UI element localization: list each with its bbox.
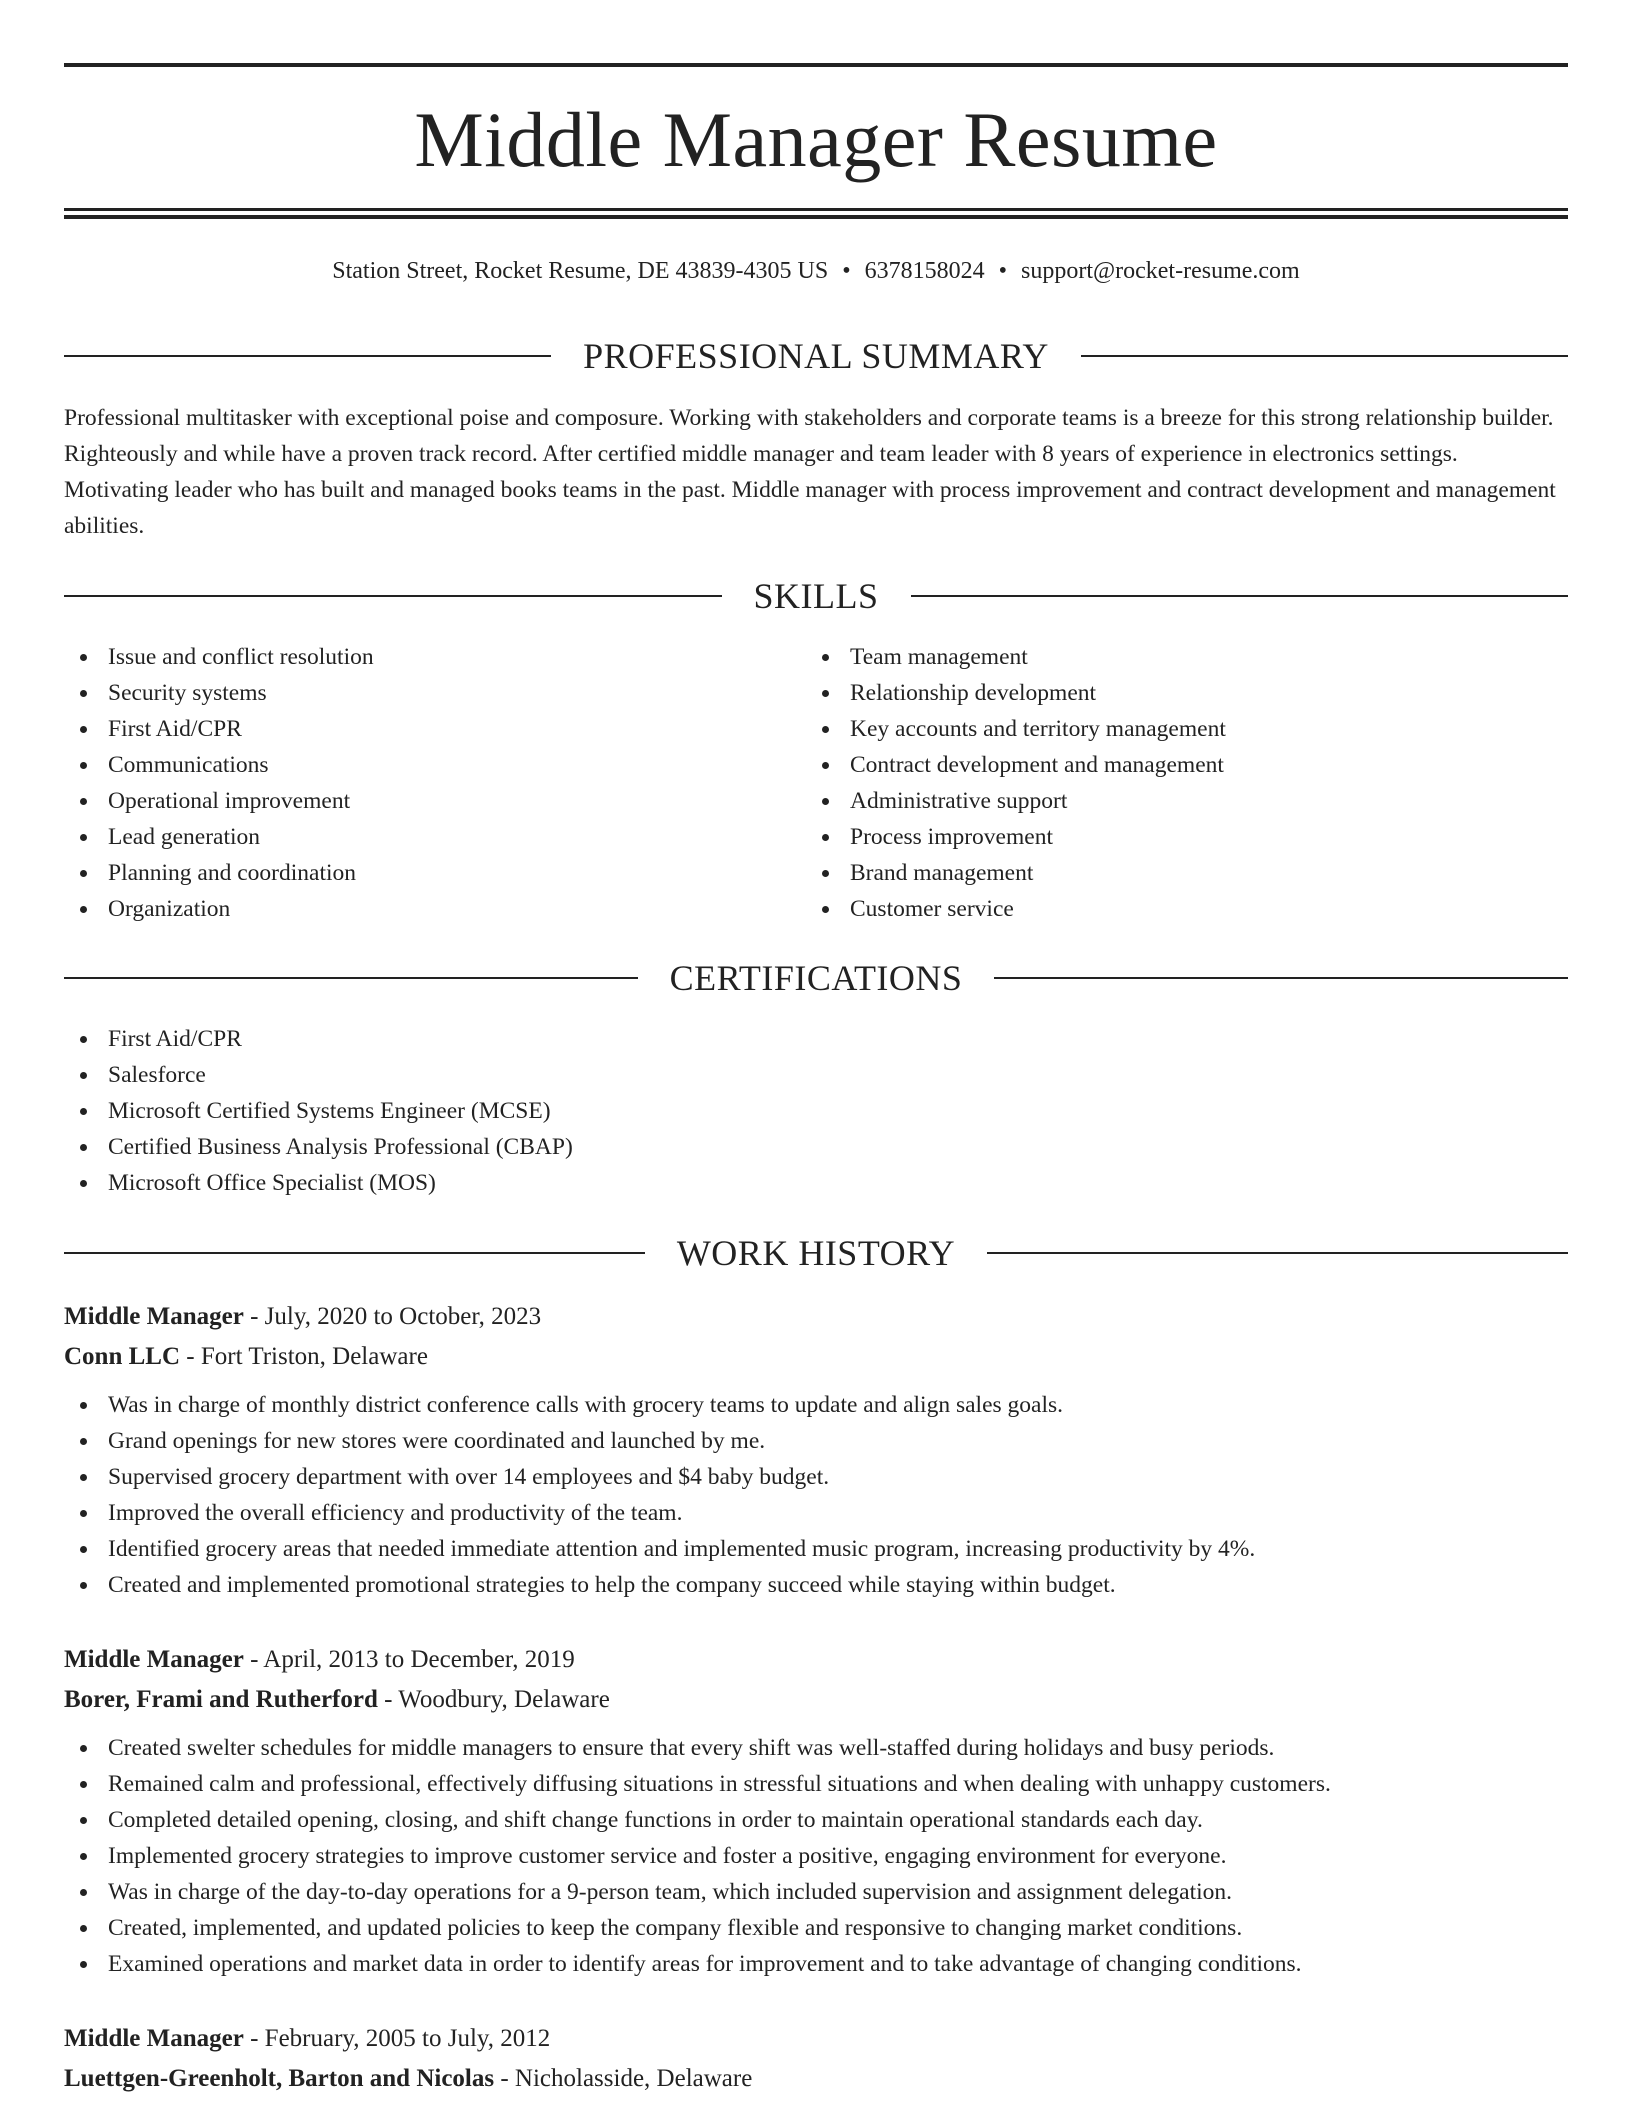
job-dates: - July, 2020 to October, 2023: [250, 1303, 542, 1330]
job-duties-list: [64, 1387, 1568, 1603]
list-item: Grand openings for new stores were coordinated and launched by me.: [64, 1423, 1568, 1459]
list-item: Created and implemented promotional strategies to help the company succeed while staying within budget.: [64, 1567, 1568, 1603]
contact-separator: •: [998, 258, 1008, 284]
list-item: Process improvement: [806, 819, 1566, 855]
job-title-line: [64, 2019, 1568, 2059]
job-location: - Woodbury, Delaware: [384, 1686, 610, 1713]
list-item: Remained calm and professional, effectively diffusing situations in stressful situations and when dealing with unhappy customers.: [64, 1766, 1568, 1802]
job-dates: - February, 2005 to July, 2012: [250, 2025, 551, 2052]
list-item: Planning and coordination: [64, 855, 804, 891]
job-entry: [64, 1640, 1568, 1982]
list-item: Completed detailed opening, closing, and shift change functions in order to maintain operational standards each day.: [64, 1802, 1568, 1838]
job-company: Conn LLC: [64, 1343, 181, 1370]
list-item: Was in charge of the day-to-day operations for a 9-person team, which included supervision and assignment delegation.: [64, 1874, 1568, 1910]
job-company: Borer, Frami and Rutherford: [64, 1686, 378, 1713]
list-item: Certified Business Analysis Professional (CBAP): [64, 1129, 1064, 1165]
list-item: Examined operations and market data in order to identify areas for improvement and to take advantage of changing conditions.: [64, 1946, 1568, 1982]
list-item: Communications: [64, 747, 804, 783]
contact-separator: •: [842, 258, 851, 284]
job-title: Middle Manager: [64, 2025, 244, 2052]
certifications-list: [64, 1021, 1064, 1201]
page-title: Middle Manager Resume: [414, 96, 1218, 183]
list-item: Created, implemented, and updated policies to keep the company flexible and responsive to changing market conditions.: [64, 1910, 1568, 1946]
list-item: Brand management: [806, 855, 1566, 891]
job-title-line: [64, 1297, 1568, 1337]
contact-phone: 6378158024: [864, 258, 985, 284]
list-item: Security systems: [64, 675, 804, 711]
section-heading-certifications: [64, 956, 1568, 1000]
list-item: Lead generation: [64, 819, 804, 855]
job-entry: [64, 1297, 1568, 1603]
list-item: Issue and conflict resolution: [64, 639, 804, 675]
list-item: Operational improvement: [64, 783, 804, 819]
job-company: Luettgen-Greenholt, Barton and Nicolas: [64, 2065, 495, 2092]
list-item: Microsoft Certified Systems Engineer (MCSE): [64, 1093, 1064, 1129]
job-title: Middle Manager: [64, 1646, 244, 1673]
list-item: Organization: [64, 891, 804, 927]
job-entry: [64, 2019, 1568, 2099]
job-location: - Nicholasside, Delaware: [500, 2065, 753, 2092]
job-title-line: [64, 1640, 1568, 1680]
skills-list-right: [806, 639, 1566, 927]
list-item: Microsoft Office Specialist (MOS): [64, 1165, 1064, 1201]
contact-line: [64, 254, 1568, 288]
list-item: Implemented grocery strategies to improve customer service and foster a positive, engaging environment for everyone.: [64, 1838, 1568, 1874]
section-title: SKILLS: [753, 576, 879, 616]
section-title: PROFESSIONAL SUMMARY: [583, 336, 1049, 376]
divider: [911, 595, 1569, 597]
job-company-line: [64, 1337, 1568, 1377]
list-item: Salesforce: [64, 1057, 1064, 1093]
divider: [994, 977, 1568, 979]
list-item: Key accounts and territory management: [806, 711, 1566, 747]
list-item: Supervised grocery department with over 14 employees and $4 baby budget.: [64, 1459, 1568, 1495]
contact-address: Station Street, Rocket Resume, DE 43839-4305 US: [332, 258, 829, 284]
divider: [64, 1252, 645, 1254]
summary-text: Professional multitasker with exceptional poise and composure. Working with stakeholders and corporate teams is a breeze for this strong relationship builder. Righteously and while have a proven track record. After certified middle manager and team leader with 8 years of experience in electronics settings. Motivating leader who has built and managed books teams in the past. Middle manager with process improvement and contract development and management abilities.: [64, 405, 1556, 539]
divider: [64, 595, 722, 597]
list-item: First Aid/CPR: [64, 711, 804, 747]
section-heading-summary: [64, 334, 1568, 378]
section-title: WORK HISTORY: [676, 1233, 956, 1273]
list-item: First Aid/CPR: [64, 1021, 1064, 1057]
job-duties-list: [64, 1730, 1568, 1982]
list-item: Relationship development: [806, 675, 1566, 711]
list-item: Was in charge of monthly district conference calls with grocery teams to update and align sales goals.: [64, 1387, 1568, 1423]
title-double-rule: [64, 208, 1568, 219]
skills-list-left: [64, 639, 804, 927]
list-item: Team management: [806, 639, 1566, 675]
list-item: Improved the overall efficiency and productivity of the team.: [64, 1495, 1568, 1531]
list-item: Customer service: [806, 891, 1566, 927]
list-item: Administrative support: [806, 783, 1566, 819]
section-heading-skills: [64, 574, 1568, 618]
job-title: Middle Manager: [64, 1303, 244, 1330]
divider: [64, 977, 638, 979]
job-company-line: [64, 1680, 1568, 1720]
contact-email: support@rocket-resume.com: [1021, 258, 1300, 284]
job-dates: - April, 2013 to December, 2019: [250, 1646, 575, 1673]
list-item: Created swelter schedules for middle managers to ensure that every shift was well-staffed during holidays and busy periods.: [64, 1730, 1568, 1766]
job-company-line: [64, 2059, 1568, 2099]
list-item: Contract development and management: [806, 747, 1566, 783]
job-location: - Fort Triston, Delaware: [186, 1343, 428, 1370]
divider: [64, 355, 551, 357]
section-title: CERTIFICATIONS: [669, 958, 963, 998]
divider: [1081, 355, 1568, 357]
top-rule: [64, 63, 1568, 67]
section-heading-work-history: [64, 1231, 1568, 1275]
divider: [987, 1252, 1568, 1254]
list-item: Identified grocery areas that needed immediate attention and implemented music program, increasing productivity by 4%.: [64, 1531, 1568, 1567]
